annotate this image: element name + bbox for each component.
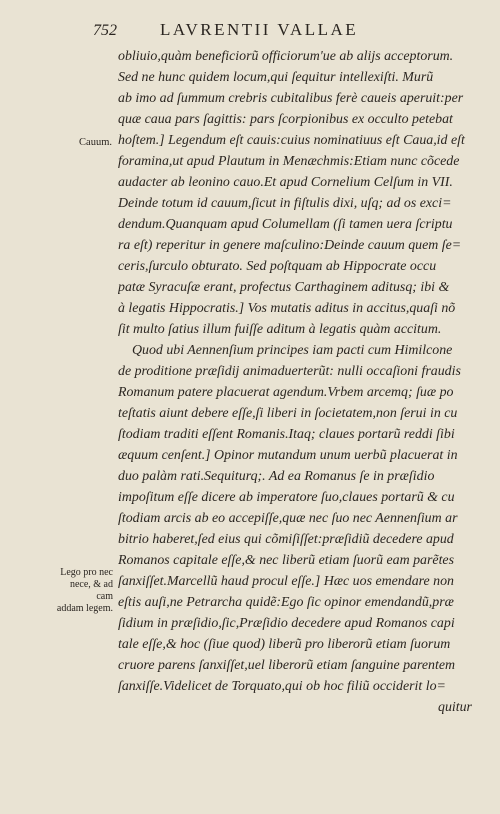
text-line: Deinde totum id cauum,ſicut in fiſtulis dixi, uſq; ad os exci= — [118, 196, 452, 211]
text-line: ſidium in præſidio,ſic,Præſidio decedere apud Romanos capi — [118, 616, 455, 631]
text-line: quitur — [438, 700, 472, 715]
text-line: æquum cenſent.] Opinor mutandum unum uerbũ placuerat in — [118, 448, 458, 463]
text-line: teſtatis aiunt debere eſſe,ſi liberi in ſocietatem,non ſerui in cu — [118, 406, 458, 421]
page-number: 752 — [93, 22, 117, 39]
text-line: tale eſſe,& hoc (ſiue quod) liberũ pro liberorũ etiam ſuorum — [118, 637, 451, 652]
text-line: Sed ne hunc quidem locum,qui ſequitur intellexiſti. Murũ — [118, 70, 434, 85]
text-line: ab imo ad ſummum crebris cubitalibus ferè caueis aperuit:per — [118, 91, 464, 106]
text-line: Romanum patere placuerat agendum.Vrbem arcemq; ſuæ po — [118, 385, 454, 400]
text-line: audacter ab leonino cauo.Et apud Cornelium Celſum in VII. — [118, 175, 453, 190]
text-line: ſanxiſſe.Videlicet de Torquato,qui ob hoc filiũ occiderit lo= — [118, 679, 446, 694]
text-line: eſtis auſi,ne Petrarcha quidẽ:Ego ſic opinor emendandũ,præ — [118, 595, 454, 610]
text-line: obliuio,quàm beneficiorũ officiorum'ue ab alijs acceptorum. — [118, 49, 454, 64]
text-line: ſanxiſſet.Marcellũ haud procul eſſe.] Hæc uos emendare non — [118, 574, 455, 589]
text-line: Quod ubi Aennenſium principes iam pacti cum Himilcone — [132, 343, 453, 358]
text-line: patæ Syracuſæ erant, profectus Carthaginem aditusq; ibi & — [118, 280, 450, 295]
text-line: impoſitum eſſe dicere ab imperatore ſuo,claues portarũ & cu — [118, 490, 455, 505]
text-line: quæ caua pars ſagittis: pars ſcorpionibus ex occulto petebat — [118, 112, 453, 127]
text-line: de proditione præſidij animaduerterũt: nulli occaſioni fraudis — [118, 364, 461, 379]
text-line: ſit multo ſatius illum fuiſſe aditum à legatis quàm accitum. — [118, 322, 442, 337]
text-line: ſtodiam arcis ab eo accepiſſe,quæ nec ſuo nec Aennenſium ar — [118, 511, 458, 526]
text-line: dendum.Quanquam apud Columellam (ſi tamen uera ſcriptu — [118, 217, 453, 232]
text-line: à legatis Hippocratis.] Vos mutatis aditus in accitus,quaſi nõ — [118, 301, 456, 316]
text-line: duo palàm rati.Sequiturq;. Ad ea Romanus ſe in præſidio — [118, 469, 435, 484]
text-line: ra eſt) reperitur in genere maſculino:Deinde cauum quem ſe= — [118, 238, 462, 253]
margin-note-lego-line: nece, & ad cam — [69, 579, 113, 602]
running-head: LAVRENTII VALLAE — [160, 20, 359, 39]
margin-note-lego-line: Lego pro nec — [60, 567, 113, 578]
text-line: foramina,ut apud Plautum in Menæchmis:Etiam nunc cõcede — [118, 154, 460, 169]
text-line: bitrio haberet,ſed eius qui cõmiſiſſet:præſidiũ decedere apud — [118, 532, 454, 547]
margin-note-lego — [55, 567, 113, 615]
text-line: cruore parens ſanxiſſet,uel liberorũ etiam ſanguine parentem — [118, 658, 456, 673]
margin-note-cauum: Cauum. — [79, 137, 112, 148]
text-line: hoſtem.] Legendum eſt cauis:cuius nominatiuus eſt Caua,id eſt — [118, 133, 465, 148]
text-line: Romanos capitale eſſe,& nec liberũ etiam ſuorũ eam parẽtes — [118, 553, 455, 568]
margin-note-lego-line: addam legem. — [56, 603, 113, 614]
text-line: ceris,ſurculo obturato. Sed poſtquam ab Hippocrate occu — [118, 259, 437, 274]
text-line: ſtodiam traditi eſſent Romanis.Itaq; claues portarũ reddi ſibi — [118, 427, 455, 442]
